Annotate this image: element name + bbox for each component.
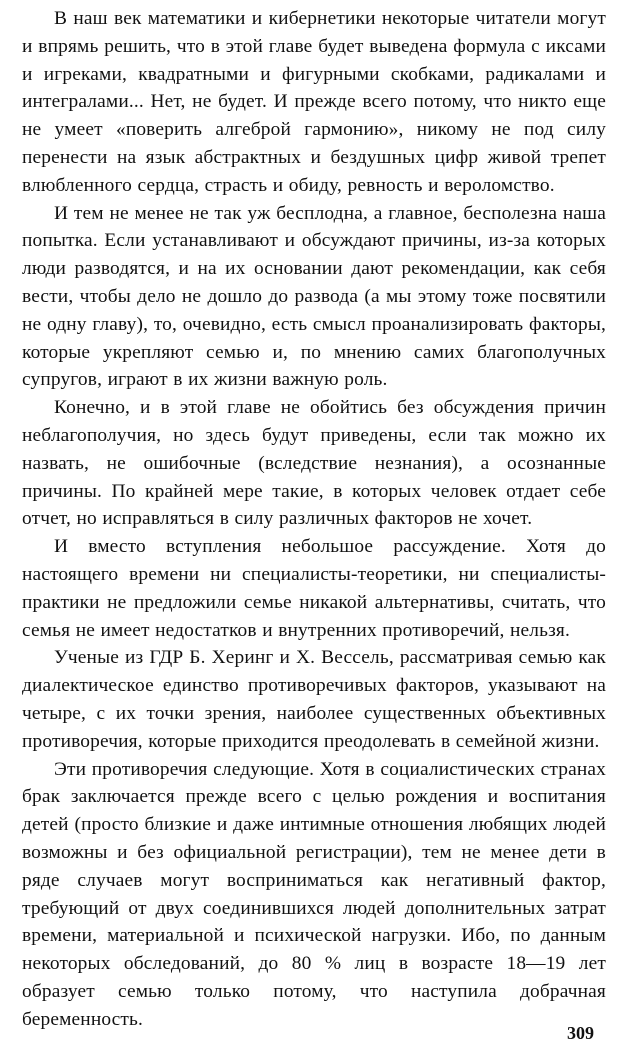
body-text: [22, 5, 606, 1033]
page-number: 309: [567, 1023, 594, 1043]
paragraph-5: Ученые из ГДР Б. Херинг и Х. Вессель, рассматривая семью как диалектическое единство противоречивых факторов, указывают на четыре, с их точки зрения, наиболее существенных объективных противоречия, которые приходится преодолевать в семейной жизни.: [22, 647, 606, 752]
paragraph-4: И вместо вступления небольшое рассуждение. Хотя до настоящего времени ни специалисты-теоретики, ни специалисты-практики не предложили семье никакой альтернативы, считать, что семья не имеет недостатков и внутренних противоречий, нельзя.: [22, 536, 606, 641]
paragraph-1: В наш век математики и кибернетики некоторые читатели могут и впрямь решить, что в этой главе будет выведена формула с иксами и игреками, квадратными и фигурными скобками, радикалами и интегралами... Нет, не будет. И прежде всего потому, что никто еще не умеет «поверить алгеброй гармонию», никому не под силу перенести на язык абстрактных и бездушных цифр живой трепет влюбленного сердца, страсть и обиду, ревность и вероломство.: [22, 8, 606, 196]
paragraph-3: Конечно, и в этой главе не обойтись без обсуждения причин неблагополучия, но здесь будут приведены, если так можно их назвать, не ошибочные (вследствие незнания), а осознанные причины. По крайней мере такие, в которых человек отдает себе отчет, но исправляться в силу различных факторов не хочет.: [22, 397, 606, 530]
paragraph-2: И тем не менее не так уж бесплодна, а главное, бесполезна наша попытка. Если устанавливают и обсуждают причины, из-за которых люди разводятся, и на их основании дают рекомендации, как себя вести, чтобы дело не дошло до развода (а мы этому тоже посвятили не одну главу), то, очевидно, есть смысл проанализировать факторы, которые укрепляют семью и, по мнению самих благополучных супругов, играют в их жизни важную роль.: [22, 202, 606, 391]
paragraph-6: Эти противоречия следующие. Хотя в социалистических странах брак заключается прежде всего с целью рождения и воспитания детей (просто близкие и даже интимные отношения любящих людей возможны и без официальной регистрации), тем не менее дети в ряде случаев могут восприниматься как негативный фактор, требующий от двух соединившихся людей дополнительных затрат времени, материальной и психической нагрузки. Ибо, по данным некоторых обследований, до 80 % лиц в возрасте 18—19 лет образует семью только потому, что наступила добрачная беременность.: [22, 758, 606, 1030]
